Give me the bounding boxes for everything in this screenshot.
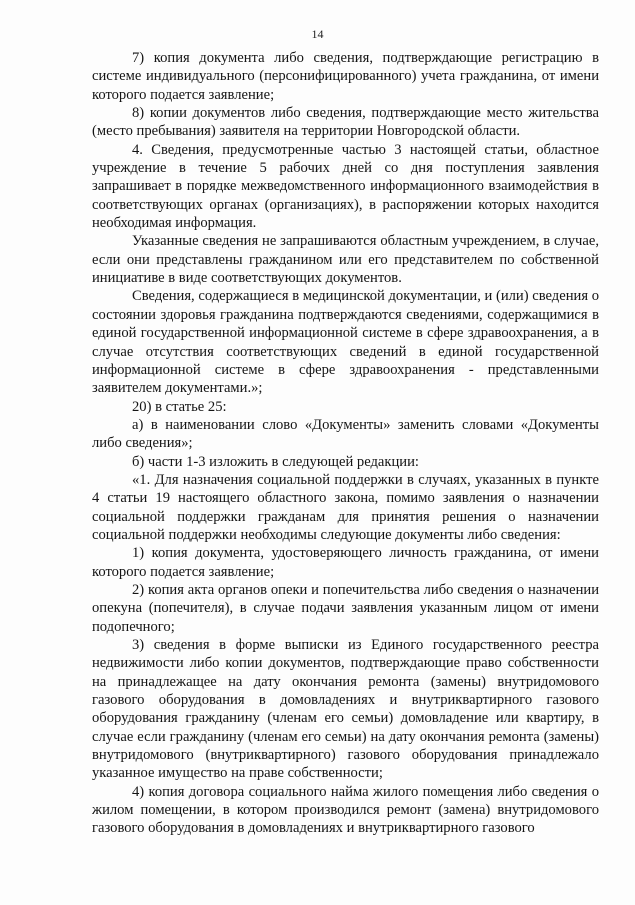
paragraph-part-1: «1. Для назначения социальной поддержки в случаях, указанных в пункте 4 статьи 19 настоящего областного закона, помимо заявления о назначении социальной поддержки гражданам для принятия решения о назначении социальной поддержки необходимы следующие документы либо сведения:: [92, 471, 599, 543]
paragraph-item-8: 8) копии документов либо сведения, подтверждающие место жительства (место пребывания) заявителя на территории Новгородской области.: [92, 105, 599, 140]
paragraph-amendment-b: б) части 1-3 изложить в следующей редакции:: [132, 453, 419, 470]
document-body: [92, 49, 599, 838]
paragraph-list-3: 3) сведения в форме выписки из Единого государственного реестра недвижимости либо копии документов, подтверждающие право собственности на принадлежащее на дату окончания ремонта (замены) внутридомового газового оборудования в домовладениях и внутриквартирного газового оборудования гражданину (членам его семьи) домовладение или квартиру, в случае если гражданину (членам его семьи) на дату окончания ремонта (замены) внутридомового (внутриквартирного) газового оборудования принадлежало указанное имущество на праве собственности;: [92, 637, 599, 782]
paragraph-not-requested: Указанные сведения не запрашиваются областным учреждением, в случае, если они представлены гражданином или его представителем по собственной инициативе в виде соответствующих документов.: [92, 233, 599, 287]
paragraph-medical-info: Сведения, содержащиеся в медицинской документации, и (или) сведения о состоянии здоровья гражданина подтверждаются сведениями, содержащимися в единой государственной информационной системе в сфере здравоохранения, а в случае отсутствия соответствующих сведений в единой государственной информационной системе в сфере здравоохранения - представленными заявителем документами.»;: [92, 288, 599, 397]
paragraph-part-4: 4. Сведения, предусмотренные частью 3 настоящей статьи, областное учреждение в течение 5 рабочих дней со дня поступления заявления запрашивает в порядке межведомственного информационного взаимодействия в соответствующих органах (организациях), в распоряжении которых находится необходимая информация.: [92, 141, 599, 232]
paragraph-article-25: 20) в статье 25:: [132, 398, 227, 415]
paragraph-item-7: 7) копия документа либо сведения, подтверждающие регистрацию в системе индивидуального (персонифицированного) учета гражданина, от имени которого подается заявление;: [92, 50, 599, 103]
page-number: 14: [311, 27, 324, 41]
paragraph-amendment-a: а) в наименовании слово «Документы» заменить словами «Документы либо сведения»;: [92, 416, 599, 452]
paragraph-list-2: 2) копия акта органов опеки и попечительства либо сведения о назначении опекуна (попечителя), в случае подачи заявления указанным лицом от имени подопечного;: [92, 581, 599, 635]
paragraph-list-4: 4) копия договора социального найма жилого помещения либо сведения о жилом помещении, в котором производился ремонт (замена) внутридомового газового оборудования в домовладениях и внутриквартирного газового: [92, 783, 599, 837]
paragraph-list-1: 1) копия документа, удостоверяющего личность гражданина, от имени которого подается заявление;: [92, 545, 599, 580]
